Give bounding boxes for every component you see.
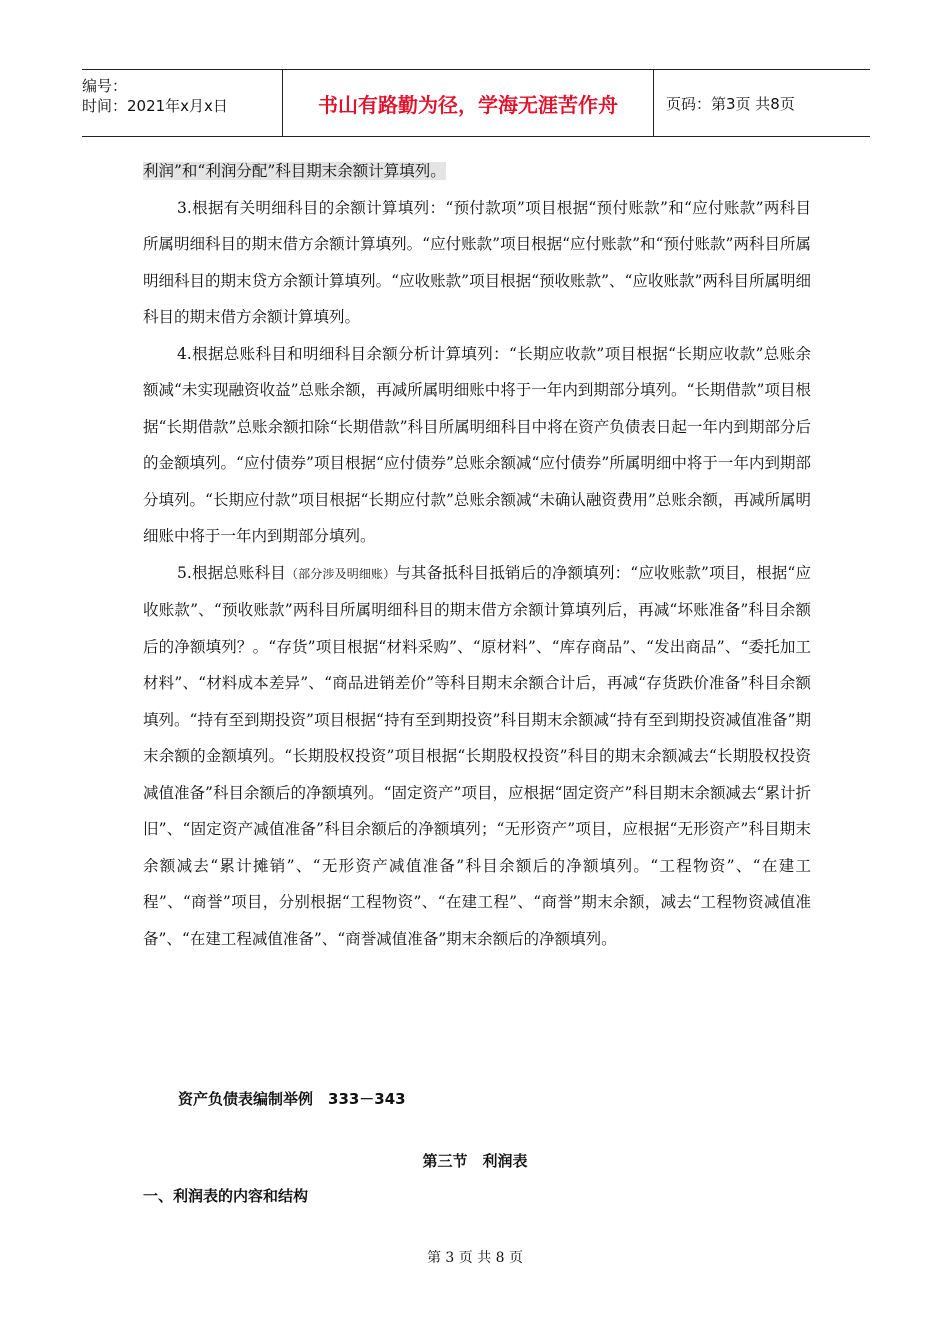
header-left (82, 70, 282, 136)
example-reference: 资产负债表编制举例 333－343 (178, 1090, 406, 1108)
paragraph-5-start: 5.根据总账科目 (177, 563, 286, 582)
paragraph-4: 4.根据总账科目和明细科目余额分析计算填列：“长期应收款”项目根据“长期应收款”总账余额减“未实现融资收益”总账余额，再减所属明细账中将于一年内到期部分填列。“长期借款”项目根据“长期借款”总账余额扣除“长期借款”科目所属明细科目中将在资产负债表日起一年内到期部分后的金额填列。“应付债券”项目根据“应付债券”总账余额减“应付债券”所属明细中将于一年内到期部分填列。“长期应付款”项目根据“长期应付款”总账余额减“未确认融资费用”总账余额，再减所属明细账中将于一年内到期部分填列。 (143, 344, 811, 545)
page-label: 页码：第3页 共8页 (666, 94, 795, 113)
paragraph-5 (143, 555, 811, 958)
page-header (82, 69, 870, 137)
paragraph-5-rest: 与其备抵科目抵销后的净额填列：“应收账款”项目，根据“应收账款”、“预收账款”两科目所属明细科目的期末借方余额计算填列后，再减“坏账准备”科目余额后的净额填列？。“存货”项目根据“材料采购”、“原材料”、“库存商品”、“发出商品”、“委托加工材料”、“材料成本差异”、“商品进销差价”等科目期末余额合计后，再减“存货跌价准备”科目余额填列。“持有至到期投资”项目根据“持有至到期投资”科目期末余额减“持有至到期投资减值准备”期末余额的金额填列。“长期股权投资”项目根据“长期股权投资”科目的期末余额减去“长期股权投资减值准备”科目余额后的净额填列。“固定资产”项目，应根据“固定资产”科目期末余额减去“累计折旧”、“固定资产减值准备”科目余额后的净额填列；“无形资产”项目，应根据“无形资产”科目期末余额减去“累计摊销”、“无形资产减值准备”科目余额后的净额填列。“工程物资”、“在建工程”、“商誉”项目，分别根据“工程物资”、“在建工程”、“商誉”期末余额，减去“工程物资减值准备”、“在建工程减值准备”、“商誉减值准备”期末余额后的净额填列。 (143, 563, 811, 948)
section-title: 第三节 利润表 (422, 1152, 528, 1170)
paragraph-continued (143, 153, 811, 190)
date-label: 时间：2021年x月x日 (82, 97, 228, 115)
motto: 书山有路勤为径，学海无涯苦作舟 (282, 70, 654, 136)
number-label: 编号： (82, 77, 128, 95)
highlighted-text: 利润”和“利润分配”科目期末余额计算填列。 (143, 162, 446, 180)
paragraph-3: 3.根据有关明细科目的余额计算填列：“预付款项”项目根据“预付账款”和“应付账款”两科目所属明细科目的期末借方余额计算填列。“应付账款”项目根据“应付账款”和“预付账款”两科目所属明细科目的期末贷方余额计算填列。“应收账款”项目根据“预收账款”、“应收账款”两科目所属明细科目的期末借方余额计算填列。 (143, 198, 811, 326)
paragraph-5-note: （部分涉及明细账） (285, 566, 396, 581)
subheading: 一、利润表的内容和结构 (143, 1187, 309, 1205)
page-footer: 第 3 页 共 8 页 (426, 1250, 524, 1266)
body-text (143, 152, 811, 957)
